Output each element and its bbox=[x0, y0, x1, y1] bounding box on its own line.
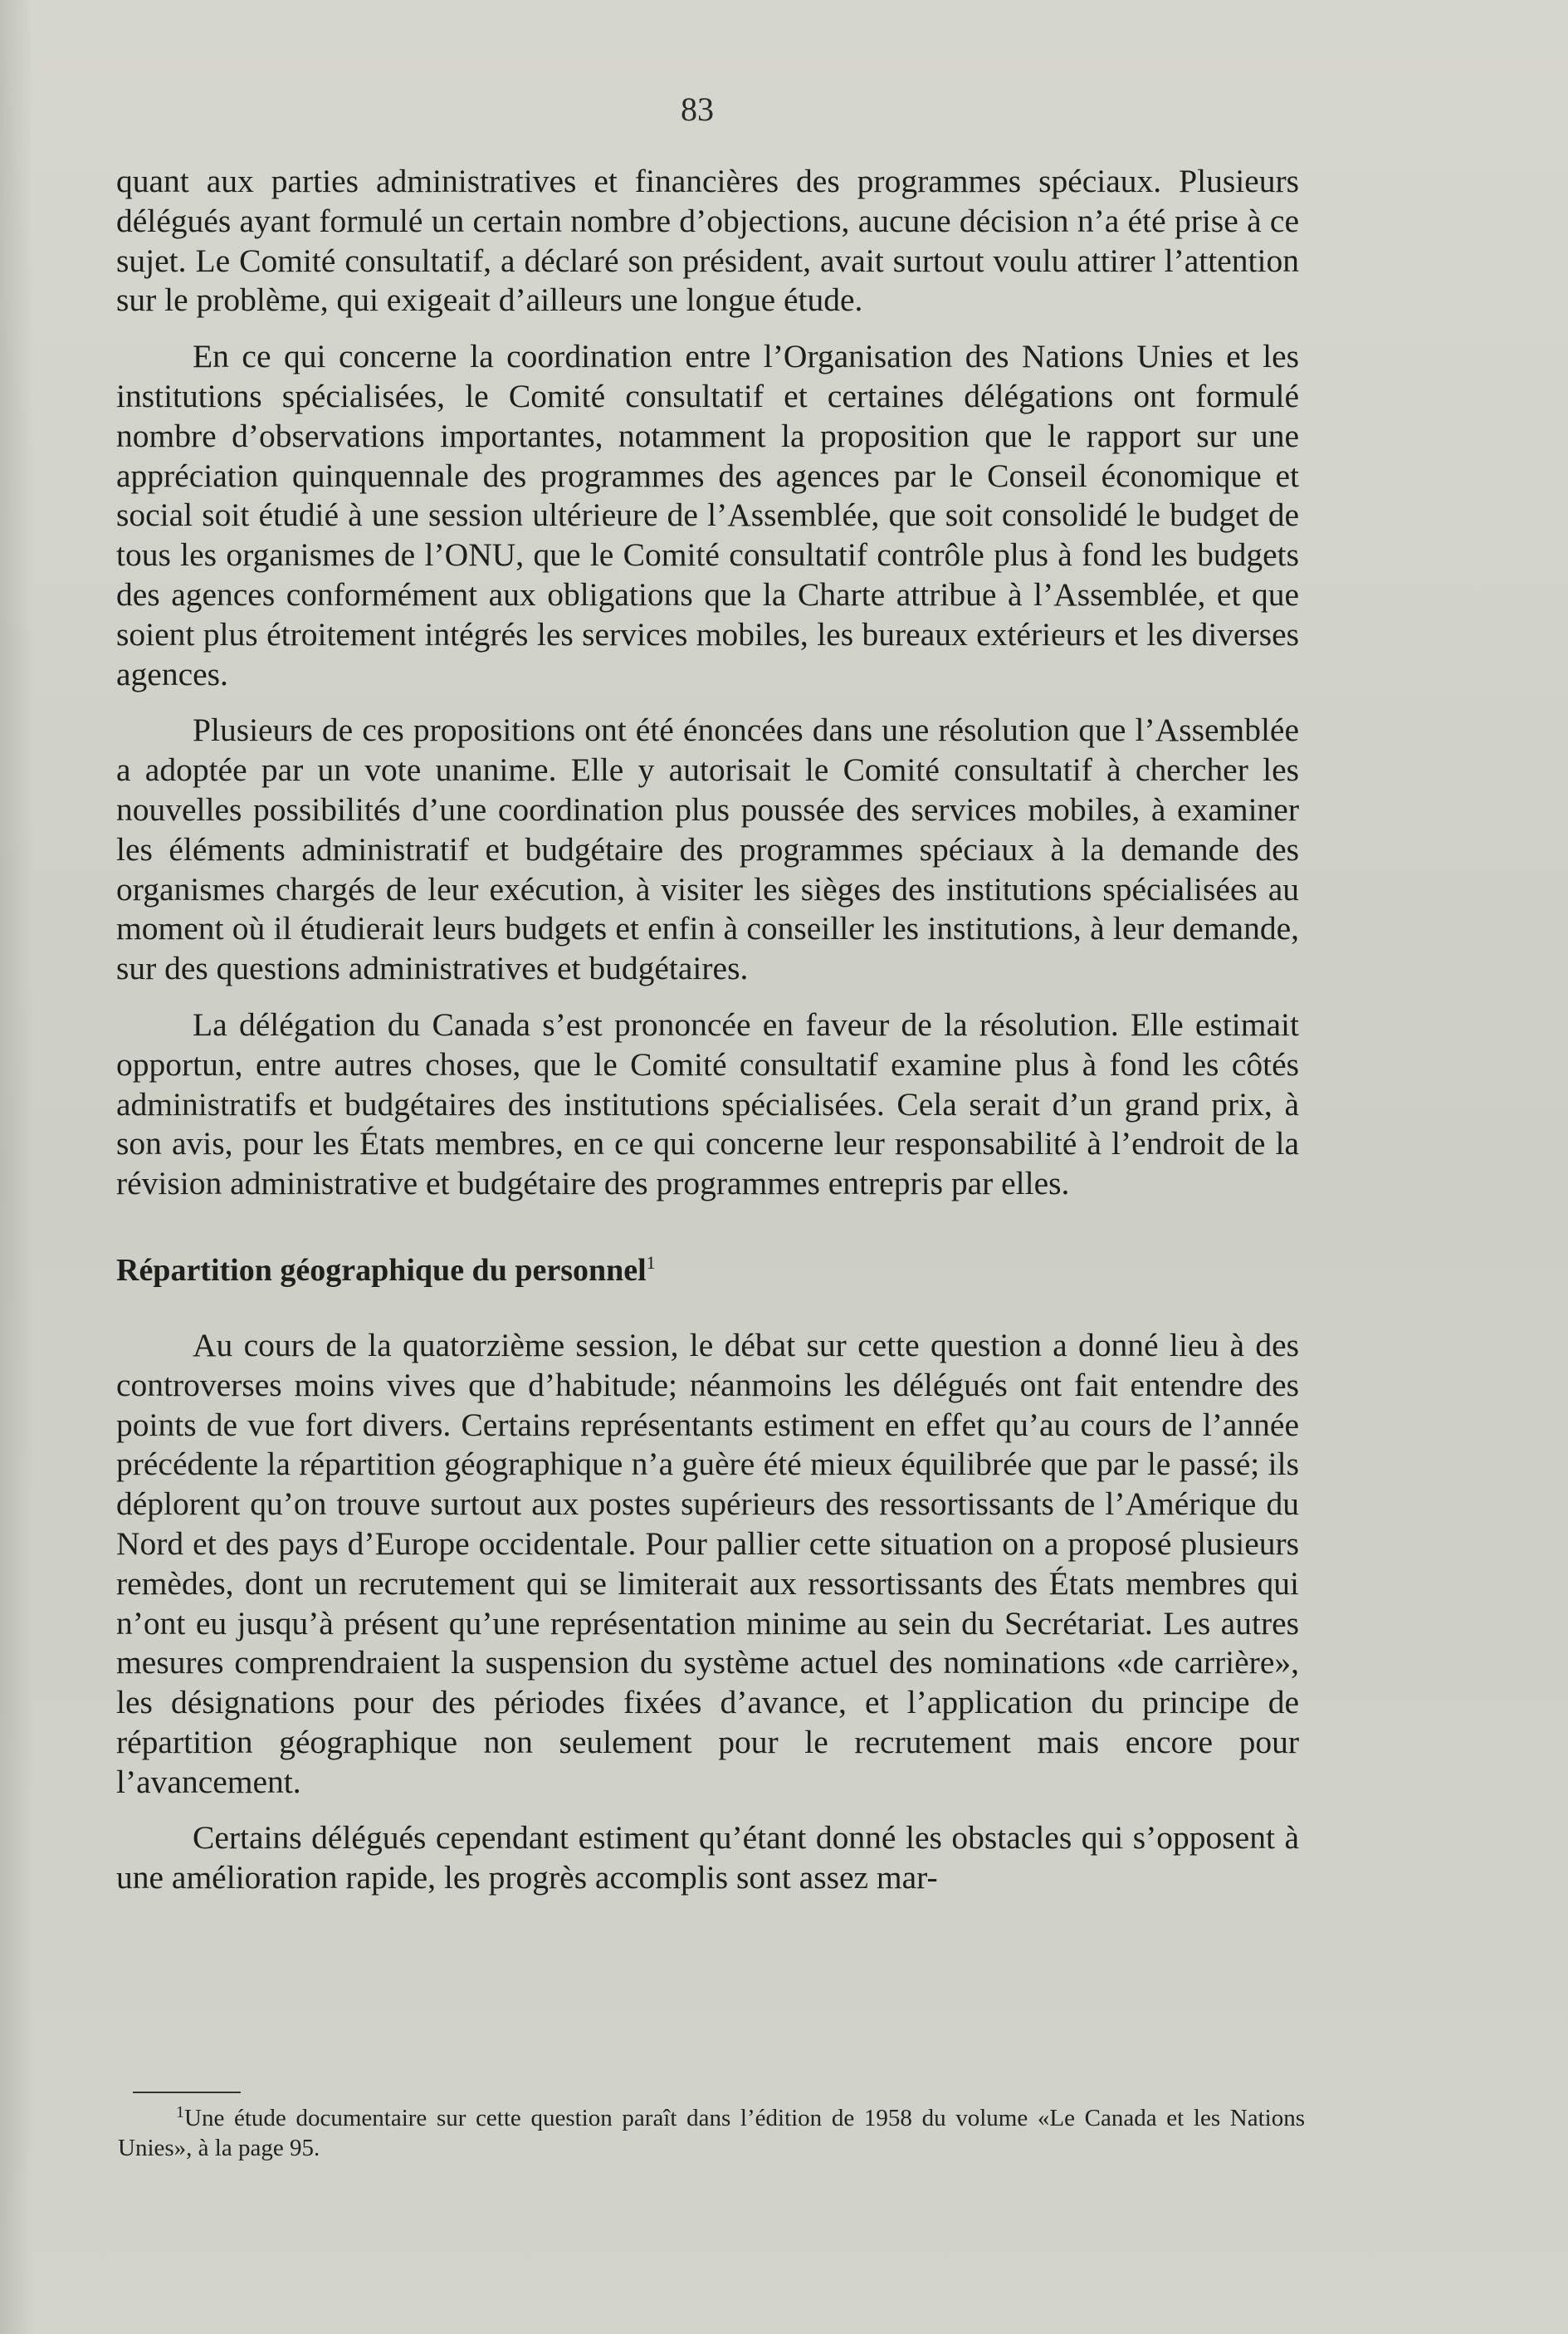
paragraph-5: Au cours de la quatorzième session, le débat sur cette question a donné lieu à des controverses moins vives que d’habitude; néanmoins les délégués ont fait entendre des points de vue fort divers. Certains représentants estiment en effet qu’au cours de l’année précédente la répartition géographique n’a guère été mieux équilibrée que par le passé; ils déplorent qu’on trouve surtout aux postes supérieurs des ressortissants de l’Amérique du Nord et des pays d’Europe occidentale. Pour pallier cette situation on a proposé plusieurs remèdes, dont un recrutement qui se limiterait aux ressortissants des États membres qui n’ont eu jusqu’à présent qu’une représentation minime au sein du Secrétariat. Les autres mesures comprendraient la suspension du système actuel des nominations «de carrière», les désignations pour des périodes fixées d’avance, et l’application du principe de répartition géographique non seulement pour le recrutement mais encore pour l’avancement. bbox=[116, 1326, 1299, 1800]
paragraph-3: Plusieurs de ces propositions ont été énoncées dans une résolution que l’Assemblée a adoptée par un vote unanime. Elle y autorisait le Comité consultatif à chercher les nouvelles possibilités d’une coordination plus poussée des services mobiles, à examiner les éléments administratif et budgétaire des programmes spéciaux à la demande des organismes chargés de leur exécution, à visiter les sièges des institutions spécialisées au moment où il étudierait leurs budgets et enfin à conseiller les institutions, à leur demande, sur des questions administratives et budgétaires. bbox=[116, 712, 1299, 987]
footnote-mark: 1 bbox=[176, 2103, 184, 2121]
paragraph-4: La délégation du Canada s’est prononcée en faveur de la résolution. Elle estimait opportun, entre autres choses, que le Comité consultatif examine plus à fond les côtés administratifs et budgétaires des institutions spécialisées. Cela serait d’un grand prix, à son avis, pour les États membres, en ce qui concerne leur responsabilité à l’endroit de la révision administrative et budgétaire des programmes entrepris par elles. bbox=[116, 1006, 1299, 1202]
footnote bbox=[118, 2097, 1305, 2163]
footnote-divider bbox=[133, 2092, 241, 2093]
section-heading bbox=[116, 1244, 1299, 1289]
page-number: 83 bbox=[681, 91, 714, 128]
paragraph-2: En ce qui concerne la coordination entre l’Organisation des Nations Unies et les institutions spécialisées, le Comité consultatif et certaines délégations ont formulé nombre d’observations importantes, notamment la proposition que le rapport sur une appréciation quinquennale des programmes des agences par le Conseil économique et social soit étudié à une session ultérieure de l’Assemblée, que soit consolidé le budget de tous les organismes de l’ONU, que le Comité consultatif contrôle plus à fond les budgets des agences conformément aux obligations que la Charte attribue à l’Assemblée, et que soient plus étroitement intégrés les services mobiles, les bureaux extérieurs et les diverses agences. bbox=[116, 338, 1299, 692]
body-text bbox=[116, 162, 1299, 1915]
footnote-reference: 1 bbox=[646, 1251, 656, 1273]
paragraph-1: quant aux parties administratives et financières des programmes spéciaux. Plusieurs délégués ayant formulé un certain nombre d’objections, aucune décision n’a été prise à ce sujet. Le Comité consultatif, a déclaré son président, avait surtout voulu attirer l’attention sur le problème, qui exigeait d’ailleurs une longue étude. bbox=[116, 163, 1299, 319]
paragraph-6: Certains délégués cependant estiment qu’étant donné les obstacles qui s’opposent à une amélioration rapide, les progrès accomplis sont assez mar- bbox=[116, 1819, 1299, 1896]
footnote-text: Une étude documentaire sur cette question paraît dans l’édition de 1958 du volume «Le Canada et les Nations Unies», à la page 95. bbox=[118, 2105, 1305, 2161]
section-heading-text: Répartition géographique du personnel bbox=[116, 1252, 647, 1288]
